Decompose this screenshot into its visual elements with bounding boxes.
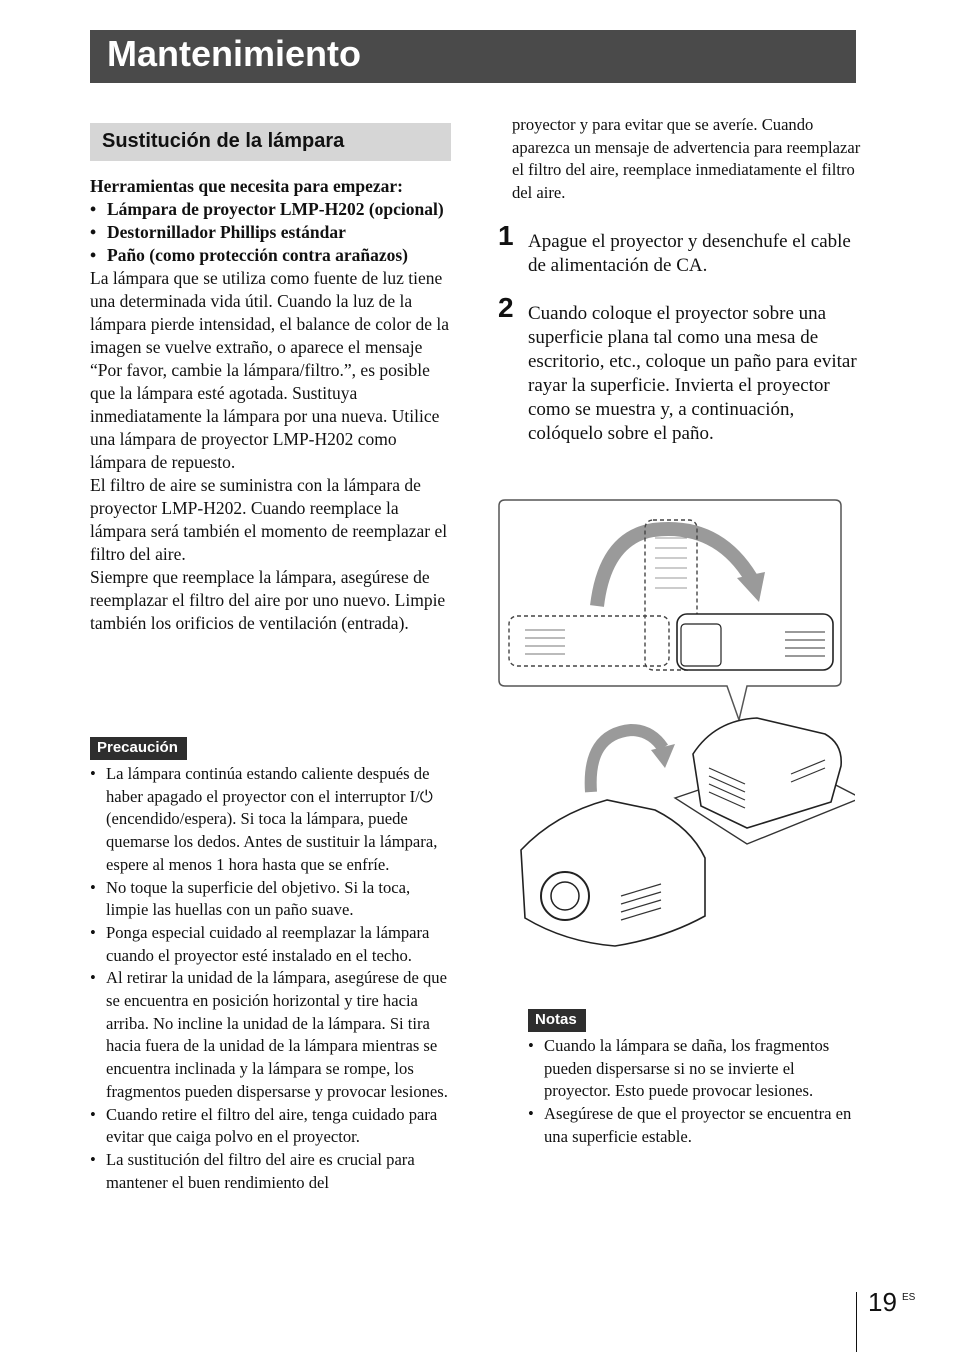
caution-item: • No toque la superficie del objetivo. Si la toca, limpie las huellas con un paño suave. bbox=[90, 877, 452, 922]
caution-item: • Ponga especial cuidado al reemplazar la lámpara cuando el proyector esté instalado en el techo. bbox=[90, 922, 452, 967]
section-heading-bar bbox=[90, 123, 451, 161]
tool-item: • Paño (como protección contra arañazos) bbox=[90, 244, 455, 267]
projector-inversion-illustration bbox=[495, 498, 855, 958]
tool-item: • Destornillador Phillips estándar bbox=[90, 221, 455, 244]
caution-label-box bbox=[90, 737, 187, 760]
note-item: • Cuando la lámpara se daña, los fragmentos pueden dispersarse si no se invierte el proyector. Esto puede provocar lesiones. bbox=[528, 1035, 858, 1103]
notes-label: Notas bbox=[528, 1009, 586, 1032]
page-language-code: ES bbox=[902, 1292, 916, 1303]
section-title: Sustitución de la lámpara bbox=[102, 130, 345, 152]
notes-list bbox=[528, 1035, 858, 1149]
step-number: 1 bbox=[498, 220, 514, 251]
intro-paragraph: Siempre que reemplace la lámpara, asegúrese de reemplazar el filtro del aire por uno nuevo. Limpie también los orificios de ventilación (entrada). bbox=[90, 567, 446, 633]
intro-paragraph: La lámpara que se utiliza como fuente de luz tiene una determinada vida útil. Cuando la luz de la lámpara pierde intensidad, el balance de color de la imagen se vuelve extraño, o aparece el mensaje “Por favor, cambie la lámpara/filtro.”, es posible que la lámpara esté agotada. Sustituya inmediatamente la lámpara por una nueva. Utilice una lámpara de proyector LMP-H202 como lámpara de repuesto. bbox=[90, 268, 450, 472]
note-item: • Asegúrese de que el proyector se encuentra en una superficie estable. bbox=[528, 1103, 858, 1148]
step-text: Cuando coloque el proyector sobre una superficie plana tal como una mesa de escritorio, etc., coloque un paño para evitar rayar la superficie. Invierta el proyector como se muestra y, a continuación, colóquelo sobre el paño. bbox=[528, 303, 857, 444]
page-number: 19 bbox=[868, 1287, 897, 1317]
intro-paragraph: El filtro de aire se suministra con la lámpara de proyector LMP-H202. Cuando reemplace la lámpara será también el momento de reemplazar el filtro del aire. bbox=[90, 475, 448, 564]
left-column bbox=[90, 175, 455, 635]
caution-item: • Al retirar la unidad de la lámpara, asegúrese de que se encuentra en posición horizontal y tire hacia arriba. No incline la unidad de la lámpara. Si tira hacia fuera de la unidad de la lámpara mientras se encuentra inclinada y la lámpara se rompe, los fragmentos pueden dispersarse y provocar lesiones. bbox=[90, 967, 452, 1103]
caution-item: • Cuando retire el filtro del aire, tenga cuidado para evitar que caiga polvo en el proyector. bbox=[90, 1104, 452, 1149]
step-text: Apague el proyector y desenchufe el cable de alimentación de CA. bbox=[528, 231, 851, 276]
continuation-text: proyector y para evitar que se averíe. Cuando aparezca un mensaje de advertencia para reemplazar el filtro del aire, reemplace inmediatamente el filtro del aire. bbox=[512, 115, 861, 203]
page-number-rule bbox=[856, 1292, 857, 1352]
notes-label-box bbox=[528, 1009, 586, 1032]
page-title-bar bbox=[90, 30, 856, 83]
caution-label: Precaución bbox=[90, 737, 187, 760]
caution-item: • La lámpara continúa estando caliente después de haber apagado el proyector con el interruptor I/⏻ (encendido/espera). Si toca la lámpara, puede quemarse los dedos. Antes de sustituir la lámpara, espere al menos 1 hora hasta que se enfríe. bbox=[90, 763, 452, 877]
caution-item: • La sustitución del filtro del aire es crucial para mantener el buen rendimiento del bbox=[90, 1149, 452, 1194]
tools-heading: Herramientas que necesita para empezar: bbox=[90, 176, 403, 196]
page-title: Mantenimiento bbox=[107, 33, 362, 74]
step-number: 2 bbox=[498, 292, 514, 323]
caution-list bbox=[90, 763, 452, 1194]
tool-item: • Lámpara de proyector LMP-H202 (opcional) bbox=[90, 198, 455, 221]
